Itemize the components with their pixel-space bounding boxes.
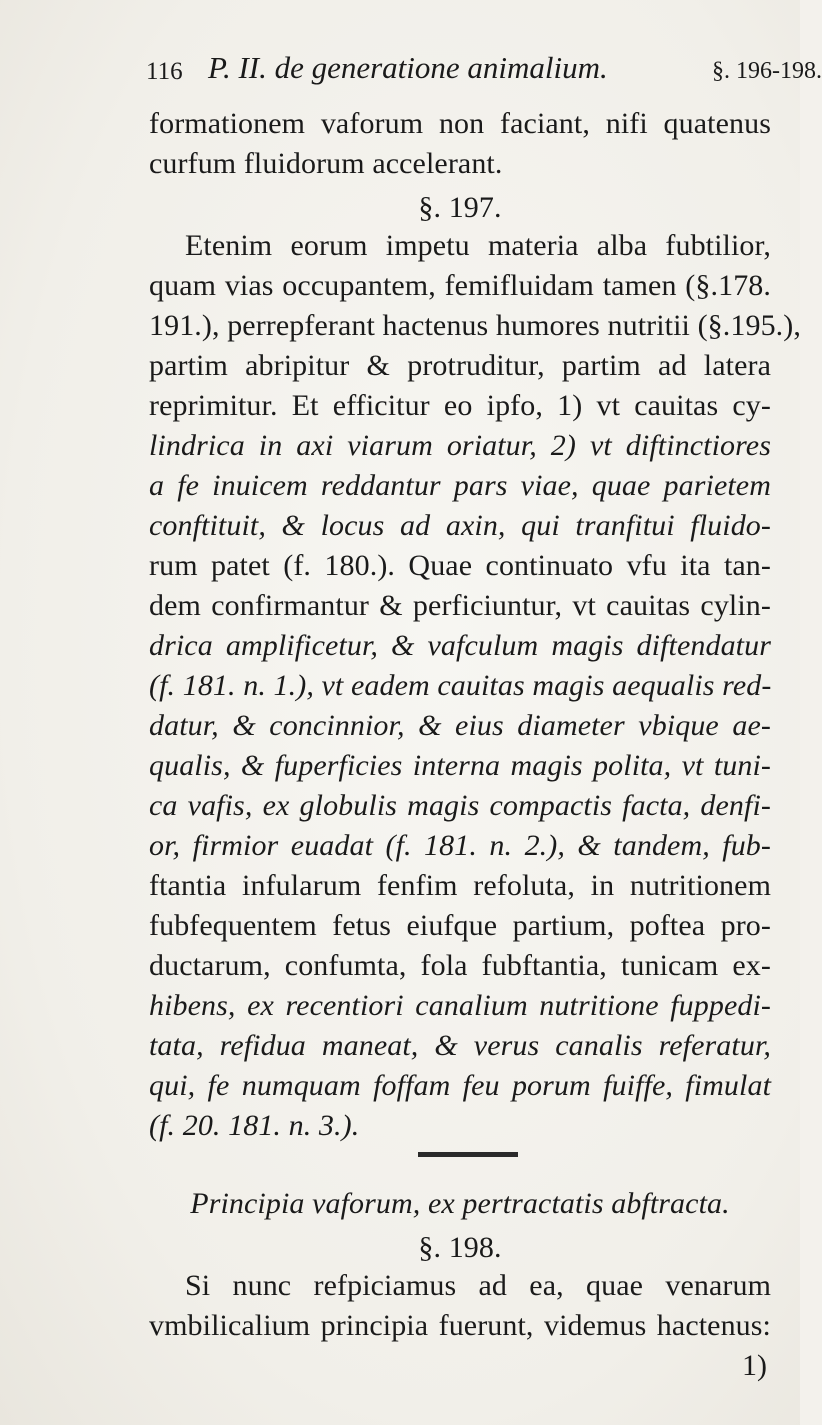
section-heading: Principia vaforum, ex pertractatis abftracta. [190,1187,730,1220]
text-line: ductarum, confumta, fola fubftantia, tunicam ex- [149,949,771,982]
text-line: qualis, & fuperficies interna magis polita, vt tuni- [149,749,771,782]
text-line: dem confirmantur & perficiuntur, vt cauitas cylin- [149,589,771,622]
text-line: lindrica in axi viarum oriatur, 2) vt diftinctiores [149,429,771,462]
section-divider [418,1152,518,1157]
text-line: 191.), perrepferant hactenus humores nutritii (§.195.), [149,309,801,342]
running-header [146,46,822,96]
text-line: rum patet (f. 180.). Quae continuato vfu ita tan- [149,549,771,582]
section-number: §. 197. [418,191,502,224]
text-line: partim abripitur & protruditur, partim ad latera [149,349,771,382]
section-range: §. 196-198. [712,58,822,84]
catchword: 1) [742,1349,767,1382]
text-line: quam vias occupantem, femifluidam tamen (§.178. [149,269,771,302]
part-title: P. II. de generatione animalium. [208,50,608,85]
text-line: drica amplificetur, & vafculum magis diftendatur [149,629,771,662]
text-line: hibens, ex recentiori canalium nutritione fuppedi- [149,989,771,1022]
text-line: fubfequentem fetus eiufque partium, poftea pro- [149,909,771,942]
text-line: (f. 20. 181. n. 3.). [149,1109,360,1142]
text-line: ftantia infularum fenfim refoluta, in nutritionem [149,869,771,902]
text-line: a fe inuicem reddantur pars viae, quae parietem [149,469,771,502]
text-line: curfum fluidorum accelerant. [149,147,503,180]
text-line: or, firmior euadat (f. 181. n. 2.), & tandem, fub- [149,829,771,862]
text-line: Etenim eorum impetu materia alba fubtilior, [185,229,771,262]
text-line: datur, & concinnior, & eius diameter vbique ae- [149,709,771,742]
text-line: reprimitur. Et efficitur eo ipfo, 1) vt cauitas cy- [149,389,771,422]
text-line: formationem vaforum non faciant, nifi quatenus [149,107,771,140]
section-number: §. 198. [418,1231,502,1264]
text-line: tata, refidua maneat, & verus canalis referatur, [149,1029,771,1062]
text-line: (f. 181. n. 1.), vt eadem cauitas magis aequalis red- [149,669,772,702]
text-line: ca vafis, ex globulis magis compactis facta, denfi- [149,789,771,822]
text-line: vmbilicalium principia fuerunt, videmus hactenus: [149,1309,771,1342]
text-line: qui, fe numquam foffam feu porum fuiffe, fimulat [149,1069,771,1102]
page-number: 116 [146,58,183,85]
text-line: Si nunc refpiciamus ad ea, quae venarum [185,1269,771,1302]
text-line: conftituit, & locus ad axin, qui tranfitui fluido- [149,509,771,542]
